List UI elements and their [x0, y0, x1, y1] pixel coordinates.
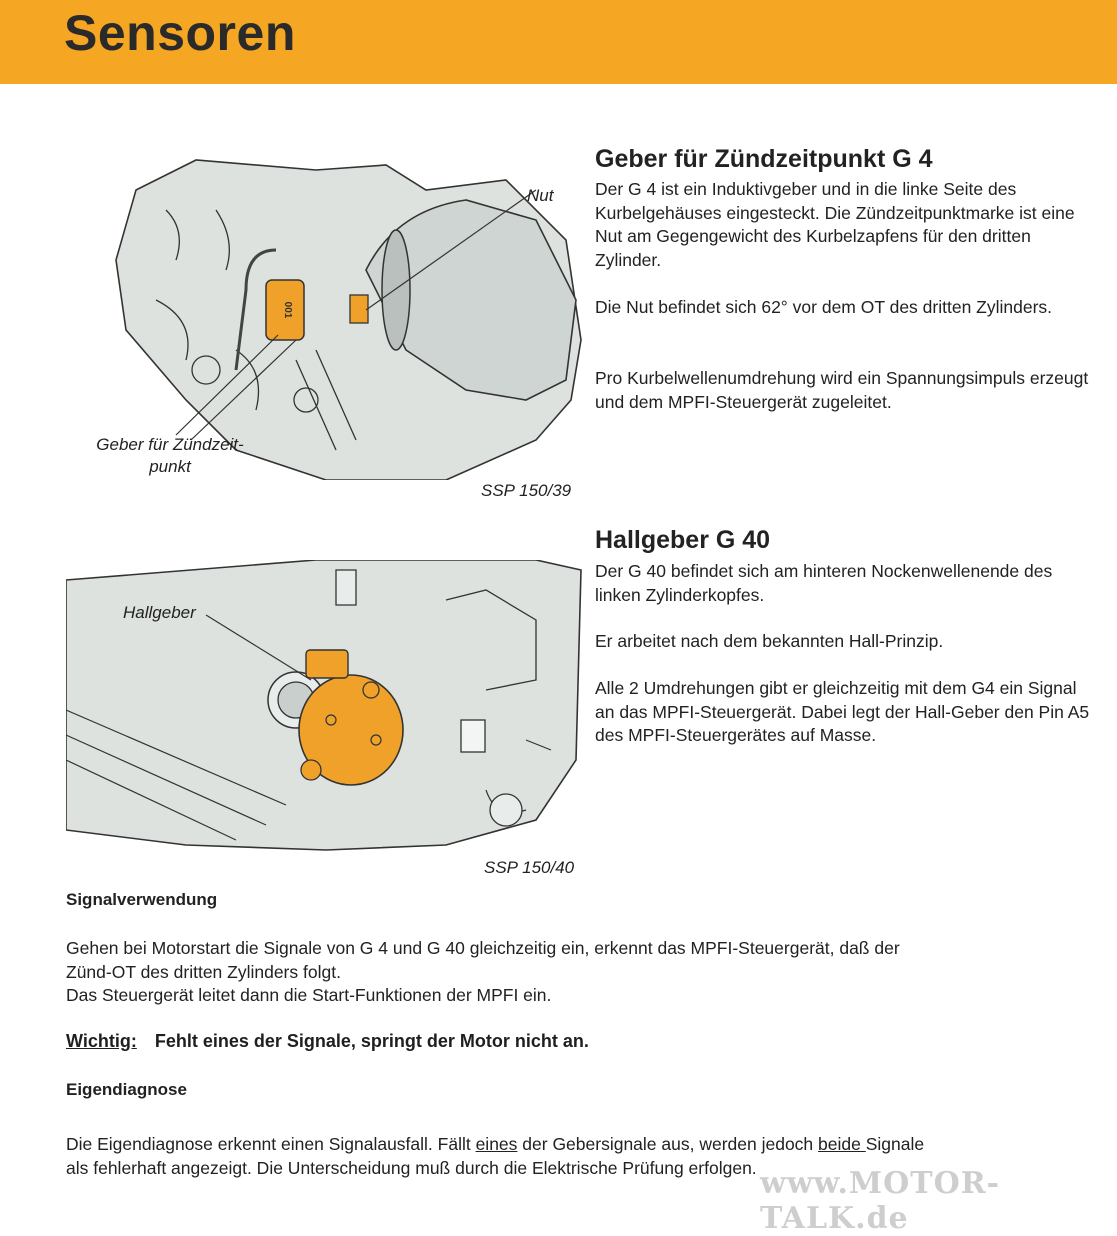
section-heading-g40: Hallgeber G 40: [595, 526, 771, 554]
signal-heading: Signalverwendung: [66, 890, 218, 909]
label-hallgeber: Hallgeber: [123, 603, 196, 622]
important-note: [66, 1031, 589, 1052]
diagnosis-heading: Eigendiagnose: [66, 1080, 187, 1099]
label-crank-sensor: Geber für Zündzeit- punkt: [96, 435, 244, 476]
g4-paragraph-2: Die Nut befindet sich 62° vor dem OT des dritten Zylinders.: [595, 297, 1053, 317]
header-band: [0, 0, 1117, 84]
sensor-code: 001: [282, 301, 293, 319]
g4-paragraph-1: Der G 4 ist ein Induktivgeber und in die linke Seite des Kurbelgehäuses eingesteckt. Die Zündzeitpunktmarke ist eine Nut am Gegengewicht des Kurbelzapfens für den dritten Zylinder.: [595, 179, 1075, 270]
g40-paragraph-3: Alle 2 Umdrehungen gibt er gleichzeitig mit dem G4 ein Signal an das MPFI-Steuergerät. Dabei legt der Hall-Geber den Pin A5 des MPFI-Steuergerätes auf Masse.: [595, 678, 1090, 745]
signal-paragraph: [66, 937, 1086, 1008]
ssp-150-39: SSP 150/39: [481, 481, 572, 500]
section-heading-g4: Geber für Zündzeitpunkt G 4: [595, 145, 933, 173]
label-nut: Nut: [527, 186, 554, 205]
important-label: Wichtig:: [66, 1031, 137, 1051]
page-title: Sensoren: [64, 5, 296, 61]
diagnosis-line-2: als fehlerhaft angezeigt. Die Unterscheidung muß durch die Elektrische Prüfung erfolgen.: [66, 1157, 757, 1178]
diagnosis-underlined-beide: beide: [818, 1134, 866, 1154]
signal-line-3: Das Steuergerät leitet dann die Start-Funktionen der MPFI ein.: [66, 985, 552, 1005]
signal-line-1: Gehen bei Motorstart die Signale von G 4 und G 40 gleichzeitig ein, erkennt das MPFI-Steuergerät, daß der: [66, 938, 900, 958]
diagnosis-line-1: [66, 1133, 1086, 1157]
important-text: Fehlt eines der Signale, springt der Motor nicht an.: [154, 1031, 589, 1051]
ssp-150-40: SSP 150/40: [484, 858, 575, 877]
diagnosis-text-3: Signale: [865, 1134, 925, 1154]
diagnosis-text-1: Die Eigendiagnose erkennt einen Signalausfall. Fällt: [66, 1134, 476, 1154]
crank-sensor-illustration: [66, 150, 586, 480]
g4-paragraph-3: Pro Kurbelwellenumdrehung wird ein Spannungsimpuls erzeugt und dem MPFI-Steuergerät zugeleitet.: [595, 368, 1089, 412]
watermark: www.MOTOR-TALK.de: [760, 1166, 1001, 1236]
g40-paragraph-1: Der G 40 befindet sich am hinteren Nockenwellenende des linken Zylinderkopfes.: [595, 561, 1053, 605]
diagnosis-text-2: der Gebersignale aus, werden jedoch: [517, 1134, 819, 1154]
diagnosis-underlined-eines: eines: [475, 1134, 518, 1154]
g40-paragraph-2: Er arbeitet nach dem bekannten Hall-Prinzip.: [595, 631, 944, 651]
signal-line-2: Zünd-OT des dritten Zylinders folgt.: [66, 961, 341, 982]
